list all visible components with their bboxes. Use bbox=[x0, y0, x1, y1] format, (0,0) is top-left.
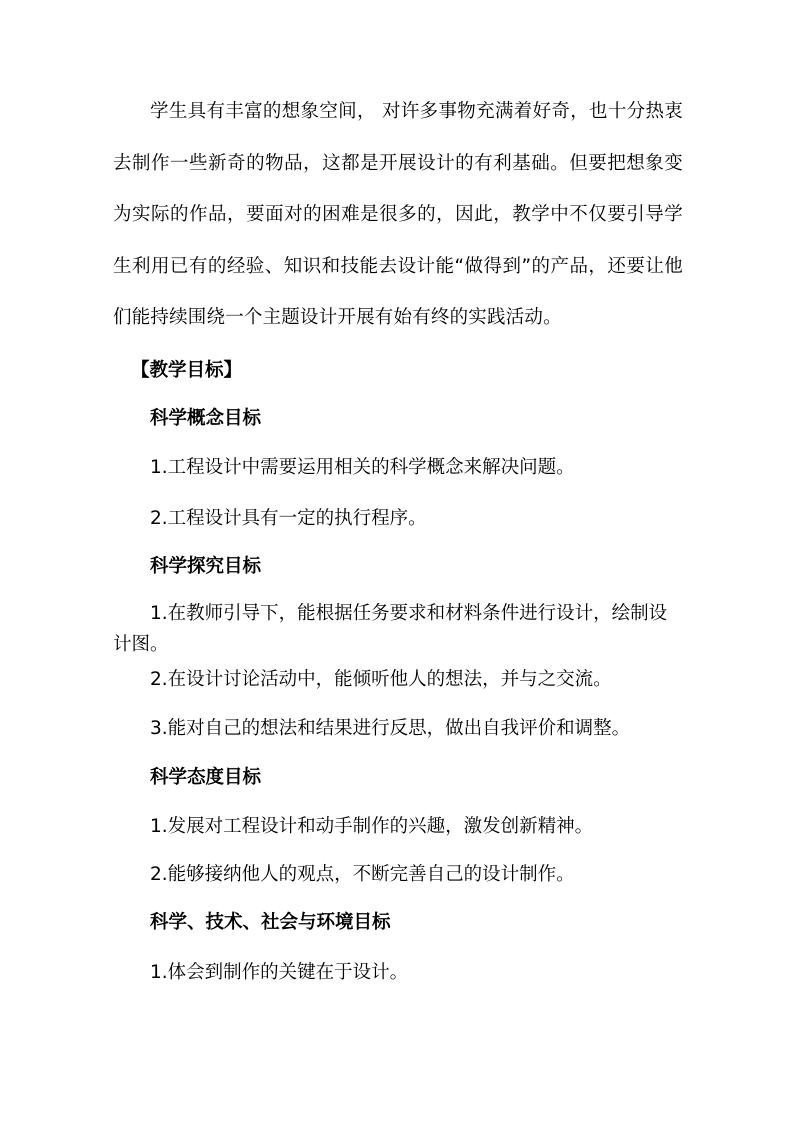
concept-goal-item: 2.工程设计具有一定的执行程序。 bbox=[150, 508, 427, 529]
stse-goals-heading: 科学、技术、社会与环境目标 bbox=[150, 912, 391, 933]
teaching-goals-heading: 【教学目标】 bbox=[131, 360, 243, 381]
inquiry-goal-item: 3.能对自己的想法和结果进行反思，做出自我评价和调整。 bbox=[150, 718, 631, 739]
inquiry-goal-item: 2.在设计讨论活动中，能倾听他人的想法，并与之交流。 bbox=[150, 669, 612, 690]
attitude-goals-heading: 科学态度目标 bbox=[150, 767, 262, 788]
concept-goals-heading: 科学概念目标 bbox=[150, 408, 262, 429]
stse-goal-item: 1.体会到制作的关键在于设计。 bbox=[150, 962, 409, 983]
attitude-goal-item: 2.能够接纳他人的观点，不断完善自己的设计制作。 bbox=[150, 864, 575, 885]
intro-paragraph: 学生具有丰富的想象空间， 对许多事物充满着好奇，也十分热衷去制作一些新奇的物品，这都是开展设计的有利基础。但要把想象变为实际的作品，要面对的困难是很多的，因此，教学中不仅要引导学生利用已有的经验、知识和技能去设计能“做得到”的产品，还要让他们能持续围绕一个主题设计开展有始有终的实践活动。 bbox=[113, 101, 683, 328]
inquiry-goal-item: 1.在教师引导下，能根据任务要求和材料条件进行设计，绘制设计图。 bbox=[113, 603, 668, 655]
attitude-goal-item: 1.发展对工程设计和动手制作的兴趣，激发创新精神。 bbox=[150, 816, 594, 837]
concept-goal-item: 1.工程设计中需要运用相关的科学概念来解决问题。 bbox=[150, 457, 575, 478]
inquiry-goals-heading: 科学探究目标 bbox=[150, 556, 262, 577]
